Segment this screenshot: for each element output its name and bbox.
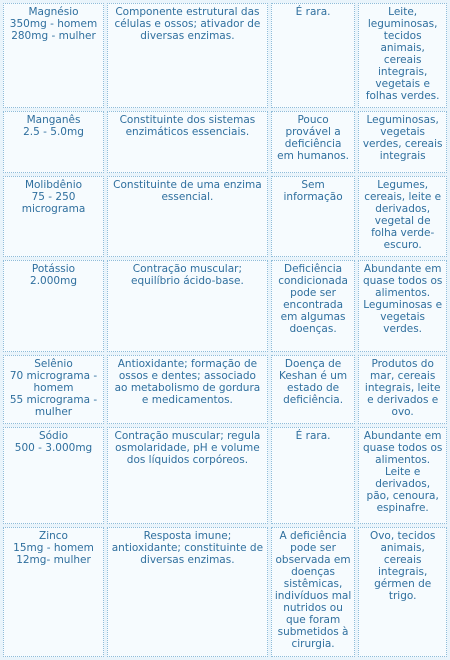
function-cell: Antioxidante; formação de ossos e dentes; associado ao metabolismo de gordura e medicamentos.	[107, 355, 268, 424]
table-row	[3, 111, 447, 173]
function-cell: Componente estrutural das células e ossos; ativador de diversas enzimas.	[107, 3, 268, 108]
mineral-dose: 280mg - mulher	[11, 30, 96, 42]
mineral-name: Magnésio	[28, 6, 79, 18]
mineral-dose: 2.000mg	[30, 275, 77, 287]
mineral-name: Sódio	[38, 430, 69, 442]
deficiency-cell: Deficiência condicionada pode ser encontrada em algumas doenças.	[271, 260, 356, 352]
table-row	[3, 260, 447, 352]
sources-cell: Produtos do mar, cereais integrais, leite e derivados e ovo.	[358, 355, 447, 424]
mineral-dose: micrograma	[21, 203, 86, 215]
mineral-dose: 2.5 - 5.0mg	[23, 126, 84, 138]
sources-cell: Legumes, cereais, leite e derivados, vegetal de folha verde-escuro.	[358, 176, 447, 257]
mineral-dose: 55 micrograma - mulher	[9, 394, 98, 418]
deficiency-cell: É rara.	[271, 3, 356, 108]
sources-cell: Ovo, tecidos animais, cereais integrais, gérmen de trigo.	[358, 527, 447, 657]
deficiency-cell: É rara.	[271, 427, 356, 524]
mineral-cell	[3, 176, 104, 257]
mineral-dose: 500 - 3.000mg	[14, 442, 93, 454]
mineral-dose: 350mg - homem	[9, 18, 98, 30]
deficiency-cell: A deficiência pode ser observada em doenças sistêmicas, indivíduos mal nutridos ou que foram submetidos à cirurgia.	[271, 527, 356, 657]
mineral-name: Manganês	[26, 114, 81, 126]
mineral-dose: 12mg- mulher	[16, 554, 91, 566]
mineral-name: Selênio	[34, 358, 73, 370]
mineral-cell	[3, 260, 104, 352]
table-row	[3, 355, 447, 424]
mineral-cell	[3, 111, 104, 173]
table-row	[3, 527, 447, 657]
sources-cell: Leguminosas, vegetais verdes, cereais integrais	[358, 111, 447, 173]
mineral-name: Molibdênio	[24, 179, 83, 191]
mineral-cell	[3, 527, 104, 657]
deficiency-cell: Doença de Keshan é um estado de deficiência.	[271, 355, 356, 424]
mineral-cell	[3, 427, 104, 524]
mineral-dose: 15mg - homem	[13, 542, 94, 554]
sources-cell: Abundante em quase todos os alimentos. Leguminosas e vegetais verdes.	[358, 260, 447, 352]
sources-cell: Leite, leguminosas, tecidos animais, cereais integrais, vegetais e folhas verdes.	[358, 3, 447, 108]
table-row	[3, 176, 447, 257]
mineral-cell	[3, 3, 104, 108]
table-row	[3, 427, 447, 524]
function-cell: Resposta imune; antioxidante; constituinte de diversas enzimas.	[107, 527, 268, 657]
mineral-name: Zinco	[39, 530, 68, 542]
table-body	[3, 3, 447, 657]
function-cell: Constituinte de uma enzima essencial.	[107, 176, 268, 257]
mineral-cell	[3, 355, 104, 424]
mineral-dose: 75 - 250	[31, 191, 76, 203]
deficiency-cell: Sem informação	[271, 176, 356, 257]
sources-cell: Abundante em quase todos os alimentos. Leite e derivados, pão, cenoura, espinafre.	[358, 427, 447, 524]
function-cell: Constituinte dos sistemas enzimáticos essenciais.	[107, 111, 268, 173]
table-row	[3, 3, 447, 108]
deficiency-cell: Pouco provável a deficiência em humanos.	[271, 111, 356, 173]
function-cell: Contração muscular; equilíbrio ácido-base.	[107, 260, 268, 352]
mineral-dose: 70 micrograma - homem	[9, 370, 98, 394]
mineral-name: Potássio	[31, 263, 76, 275]
function-cell: Contração muscular; regula osmolaridade, pH e volume dos líquidos corpóreos.	[107, 427, 268, 524]
